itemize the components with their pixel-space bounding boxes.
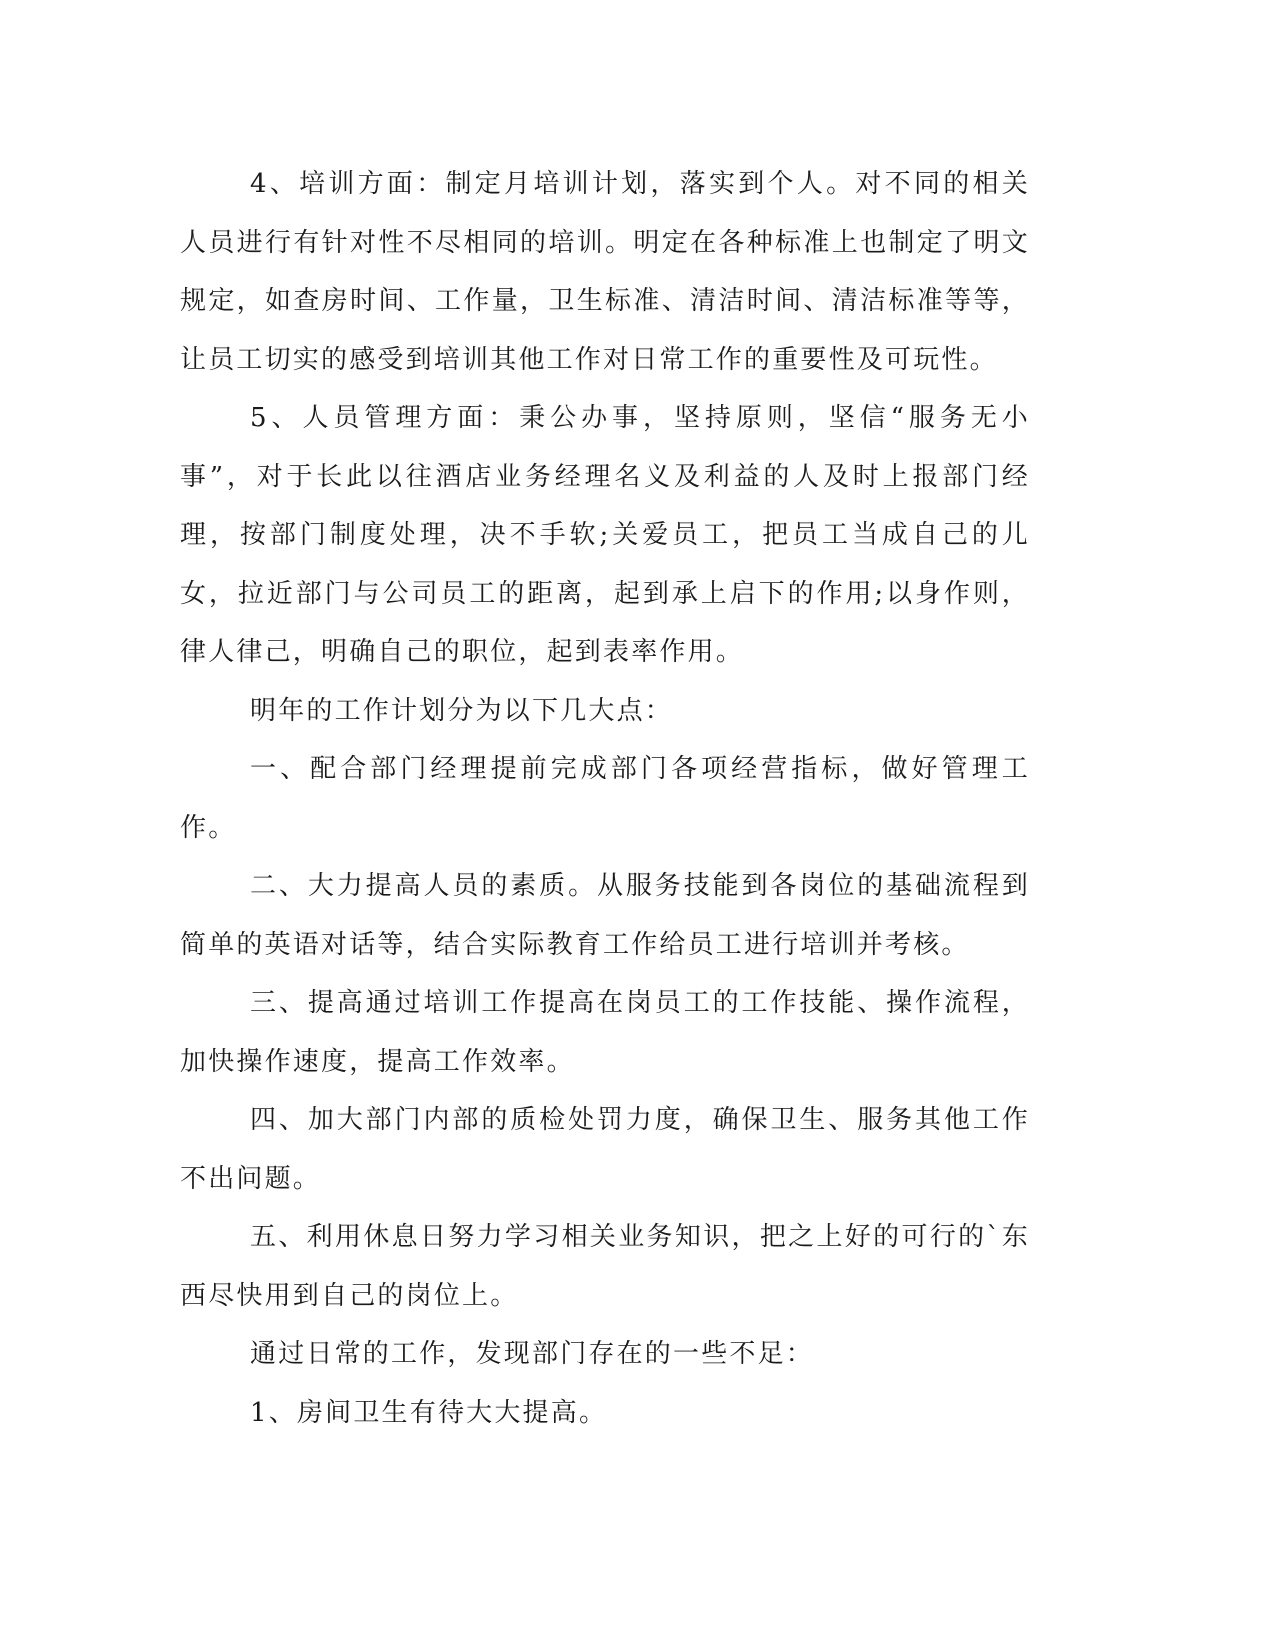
paragraph-next-year-plan-intro: 明年的工作计划分为以下几大点： [250, 695, 674, 726]
paragraph-plan-item-5: 五、利用休息日努力学习相关业务知识，把之上好的可行的`东西尽快用到自己的岗位上。 [180, 1222, 1030, 1311]
paragraph-plan-item-1: 一、配合部门经理提前完成部门各项经营指标，做好管理工作。 [180, 754, 1030, 843]
document-body [180, 155, 1030, 1442]
paragraph-training: 4、培训方面：制定月培训计划，落实到个人。对不同的相关人员进行有针对性不尽相同的培训。明定在各种标准上也制定了明文规定，如查房时间、工作量，卫生标准、清洁时间、清洁标准等等，让员工切实的感受到培训其他工作对日常工作的重要性及可玩性。 [180, 169, 1030, 375]
paragraph-plan-item-2: 二、大力提高人员的素质。从服务技能到各岗位的基础流程到简单的英语对话等，结合实际教育工作给员工进行培训并考核。 [180, 871, 1030, 960]
paragraph-personnel-management: 5、人员管理方面：秉公办事，坚持原则，坚信“服务无小事”，对于长此以往酒店业务经理名义及利益的人及时上报部门经理，按部门制度处理，决不手软;关爱员工，把员工当成自己的儿女，拉近部门与公司员工的距离，起到承上启下的作用;以身作则，律人律己，明确自己的职位，起到表率作用。 [180, 403, 1030, 667]
paragraph-plan-item-4: 四、加大部门内部的质检处罚力度，确保卫生、服务其他工作不出问题。 [180, 1105, 1030, 1194]
paragraph-plan-item-3: 三、提高通过培训工作提高在岗员工的工作技能、操作流程，加快操作速度，提高工作效率。 [180, 988, 1030, 1077]
paragraph-shortcoming-1: 1、房间卫生有待大大提高。 [250, 1397, 608, 1428]
paragraph-shortcomings-intro: 通过日常的工作，发现部门存在的一些不足： [250, 1339, 815, 1369]
